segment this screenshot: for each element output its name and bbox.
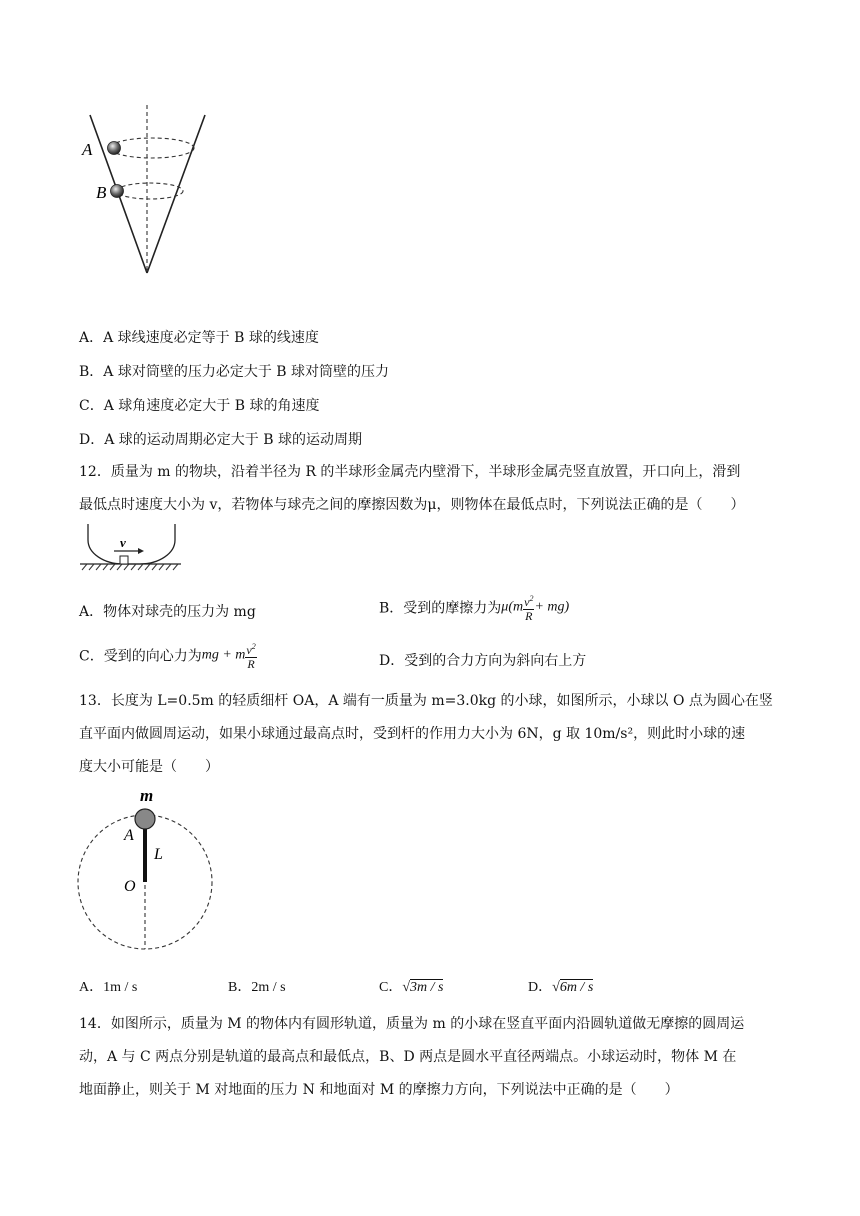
q13-option-d [528, 976, 593, 996]
label-l: L [154, 846, 163, 863]
q12-option-c-text: C．受到的向心力为 [79, 648, 202, 665]
hemisphere-shell [88, 524, 175, 564]
q12-option-b: B．受到的摩擦力为μ(m $\frac{v^2}{R}$ + mg) [379, 594, 570, 623]
q13-option-a: A．1m / s [79, 980, 138, 995]
ball-m [135, 809, 155, 829]
q14-stem-line1: 14．如图所示，质量为 M 的物体内有圆形轨道，质量为 m 的小球在竖直平面内沿圆轨道做无摩擦的圆周运 [79, 1016, 745, 1032]
q13-stem-line2: 直平面内做圆周运动，如果小球通过最高点时，受到杆的作用力大小为 6N，g 取 10m/s²，则此时小球的速 [79, 726, 746, 742]
q12-option-d: D．受到的合力方向为斜向右上方 [379, 653, 587, 669]
label-o: O [124, 878, 136, 895]
ball-a [108, 142, 121, 155]
q11-option-c: C．A 球角速度必定大于 B 球的角速度 [79, 398, 320, 414]
fraction-v2-r: $\frac{v^2}{R}$ [524, 594, 534, 623]
q13-stem-line1: 13．长度为 L=0.5m 的轻质细杆 OA，A 端有一质量为 m=3.0kg 的小球，如图所示，小球以 O 点为圆心在竖 [79, 693, 773, 709]
sqrt-icon: √ [402, 980, 411, 995]
q12-option-b-formula: μ(m [501, 599, 524, 615]
block [120, 556, 128, 564]
q11-option-b: B．A 球对筒壁的压力必定大于 B 球对筒壁的压力 [79, 364, 390, 380]
velocity-label: v [120, 535, 126, 550]
q12-stem-line2: 最低点时速度大小为 v，若物体与球壳之间的摩擦因数为μ，则物体在最低点时，下列说法正确的是（ ） [79, 497, 745, 513]
label-a: A [124, 827, 134, 844]
ball-b [111, 185, 124, 198]
q12-option-c [79, 640, 257, 671]
q13-option-c-value: 3m / s [410, 980, 444, 995]
q14-stem-line2: 动，A 与 C 两点分别是轨道的最高点和最低点，B、D 两点是圆水平直径两端点。小球运动时，物体 M 在 [79, 1049, 737, 1065]
label-b: B [96, 183, 107, 202]
q12-option-c-formula: mg + m [201, 647, 246, 663]
q13-option-b: B．2m / s [228, 980, 286, 995]
q12-stem-line1: 12．质量为 m 的物块，沿着半径为 R 的半球形金属壳内壁滑下，半球形金属壳竖直放置，开口向上，滑到 [79, 464, 741, 480]
ground-hatch [82, 564, 178, 570]
q13-option-d-value: 6m / s [559, 980, 594, 995]
q12-option-a: A．物体对球壳的压力为 mg [79, 604, 256, 620]
cone-right-wall [147, 115, 205, 273]
cone-figure [70, 100, 220, 285]
q13-option-c-label: C． [379, 980, 403, 995]
q11-option-d: D．A 球的运动周期必定大于 B 球的运动周期 [79, 432, 362, 448]
rod-circle-figure [74, 785, 219, 955]
q13-option-d-label: D． [528, 980, 553, 995]
sqrt-icon: √ [552, 980, 560, 995]
q13-stem-line3: 度大小可能是（ ） [79, 759, 219, 775]
orbit-b [117, 183, 183, 199]
hemisphere-figure [78, 520, 183, 575]
fraction-v2-r: $\frac{v^2}{R}$ [246, 642, 256, 671]
label-m: m [140, 786, 154, 805]
orbit-a [110, 138, 194, 158]
q12-option-b-text: B．受到的摩擦力为 [379, 600, 502, 617]
velocity-arrowhead [138, 548, 144, 554]
q13-option-c [379, 976, 443, 996]
q14-stem-line3: 地面静止，则关于 M 对地面的压力 N 和地面对 M 的摩擦力方向，下列说法中正确的是（ ） [79, 1082, 679, 1098]
q11-option-a: A．A 球线速度必定等于 B 球的线速度 [79, 330, 319, 346]
label-a: A [82, 140, 93, 159]
